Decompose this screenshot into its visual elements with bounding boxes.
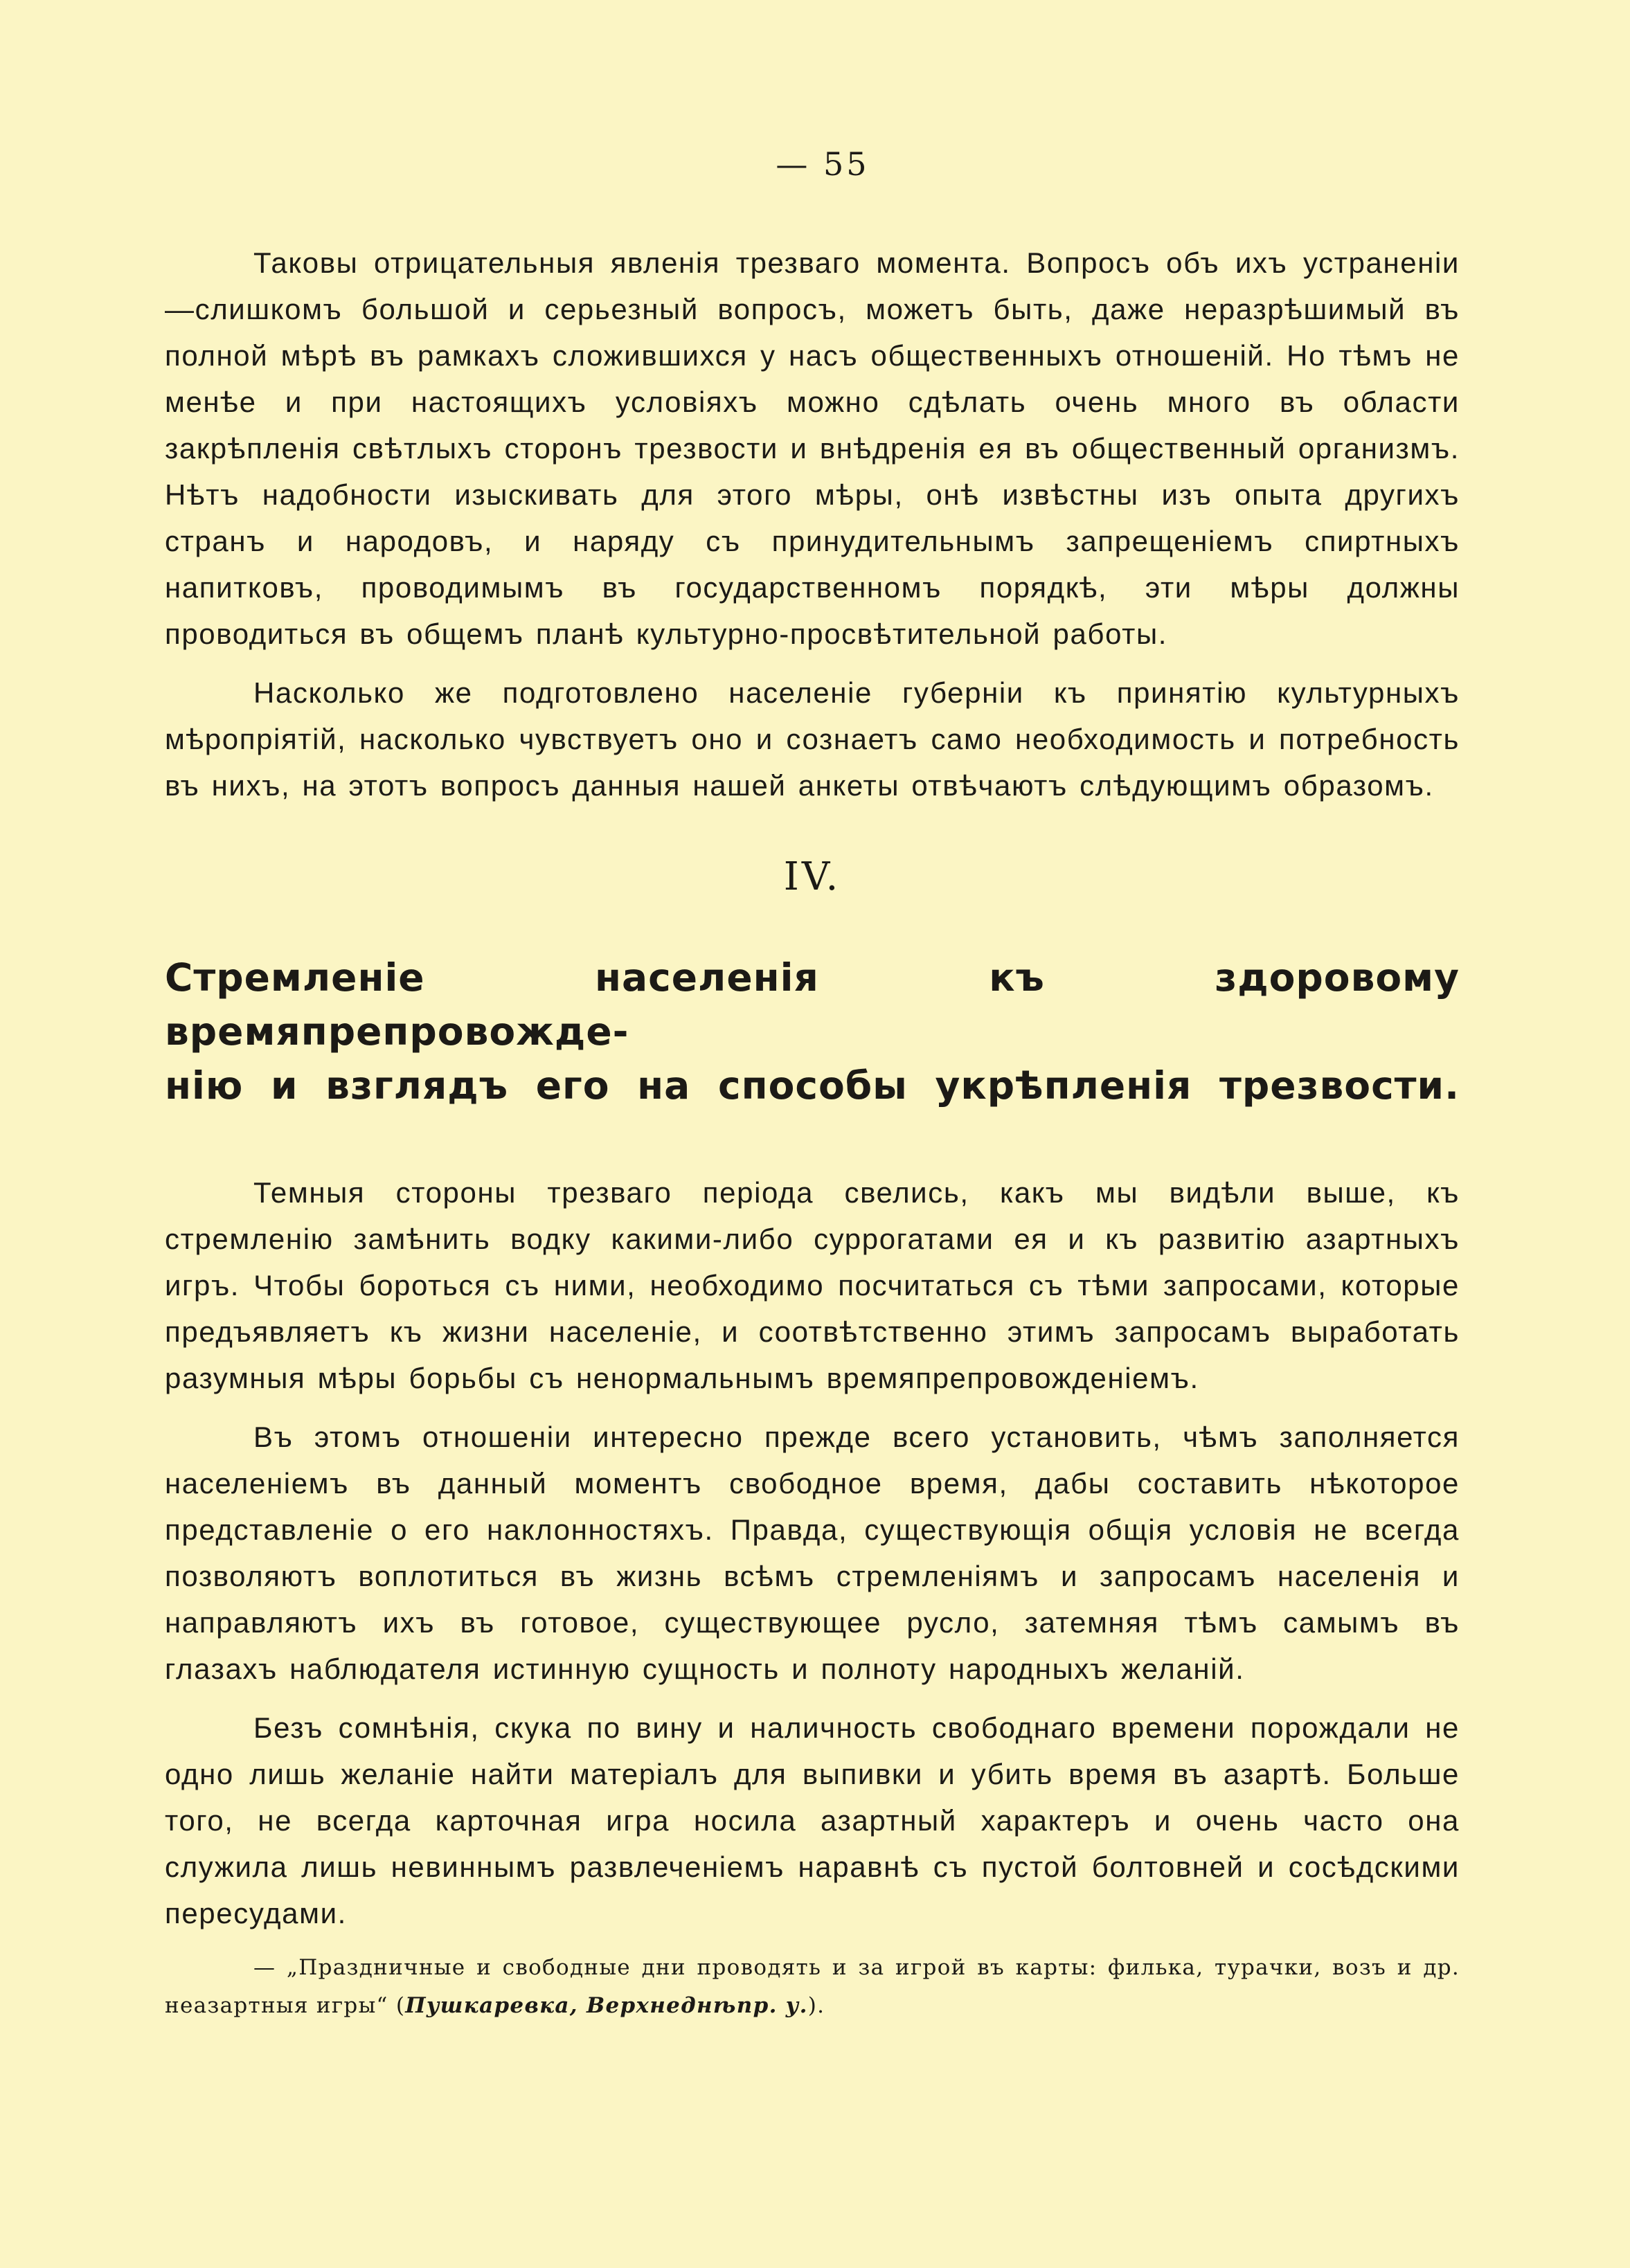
section-numeral: IV. — [783, 854, 841, 899]
page-number: — 55 — [776, 145, 870, 183]
section-title-line: нію и взглядъ его на способы укрѣпленія трезвости. — [165, 1063, 1460, 1108]
paragraph: Темныя стороны трезваго періода свелись, какъ мы видѣли выше, къ стремленію замѣнить водку какими-либо суррогатами ея и къ развитію азартныхъ игръ. Чтобы бороться съ ними, необходимо посчитаться съ тѣми запросами, которые предъявляетъ къ жизни населеніе, и соотвѣтственно этимъ запросамъ выработать разумныя мѣры борьбы съ ненормальнымъ времяпрепровожденіемъ. — [165, 1176, 1460, 1394]
footnote-quote: — „Праздничные и свободные дни проводять и за игрой въ карты: филька, турачки, возъ и др. неазартныя игры“ ( — [165, 1955, 1460, 2018]
footnote — [165, 1949, 1460, 2025]
document-page — [165, 145, 1460, 2025]
paragraph: Таковы отрицательныя явленія трезваго момента. Вопросъ объ ихъ устраненіи—слишкомъ большой и серьезный вопросъ, можетъ быть, даже неразрѣшимый въ полной мѣрѣ въ рамкахъ сложившихся у насъ общественныхъ отношеній. Но тѣмъ не менѣе и при настоящихъ условіяхъ можно сдѣлать очень много въ области закрѣпленія свѣтлыхъ сторонъ трезвости и внѣдренія ея въ общественный организмъ. Нѣтъ надобности изыскивать для этого мѣры, онѣ извѣстны изъ опыта другихъ странъ и народовъ, и наряду съ принудительнымъ запрещеніемъ спиртныхъ напитковъ, проводимымъ въ государственномъ порядкѣ, эти мѣры должны проводиться въ общемъ планѣ культурно-просвѣтительной работы. — [165, 246, 1460, 650]
section-title-line: Стремленіе населенія къ здоровому времяпрепровожде- — [165, 955, 1460, 1054]
footnote-end: ). — [807, 1993, 825, 2018]
footnote-source: Пушкаревка, Верхнеднѣпр. у. — [405, 1993, 808, 2018]
paragraph: Насколько же подготовлено населеніе губерніи къ принятію культурныхъ мѣропріятій, насколько чувствуетъ оно и сознаетъ само необходимость и потребность въ нихъ, на этотъ вопросъ данныя нашей анкеты отвѣчаютъ слѣдующимъ образомъ. — [165, 676, 1460, 802]
paragraph: Въ этомъ отношеніи интересно прежде всего установить, чѣмъ заполняется населеніемъ въ данный моментъ свободное время, дабы составить нѣкоторое представленіе о его наклонностяхъ. Правда, существующія общія условія не всегда позволяютъ воплотиться въ жизнь всѣмъ стремленіямъ и запросамъ населенія и направляютъ ихъ въ готовое, существующее русло, затемняя тѣмъ самымъ въ глазахъ наблюдателя истинную сущность и полноту народныхъ желаній. — [165, 1421, 1460, 1685]
paragraph: Безъ сомнѣнія, скука по вину и наличность свободнаго времени порождали не одно лишь желаніе найти матеріалъ для выпивки и убить время въ азартѣ. Больше того, не всегда карточная игра носила азартный характеръ и очень часто она служила лишь невиннымъ развлеченіемъ наравнѣ съ пустой болтовней и сосѣдскими пересудами. — [165, 1711, 1460, 1929]
section-title — [165, 951, 1460, 1113]
